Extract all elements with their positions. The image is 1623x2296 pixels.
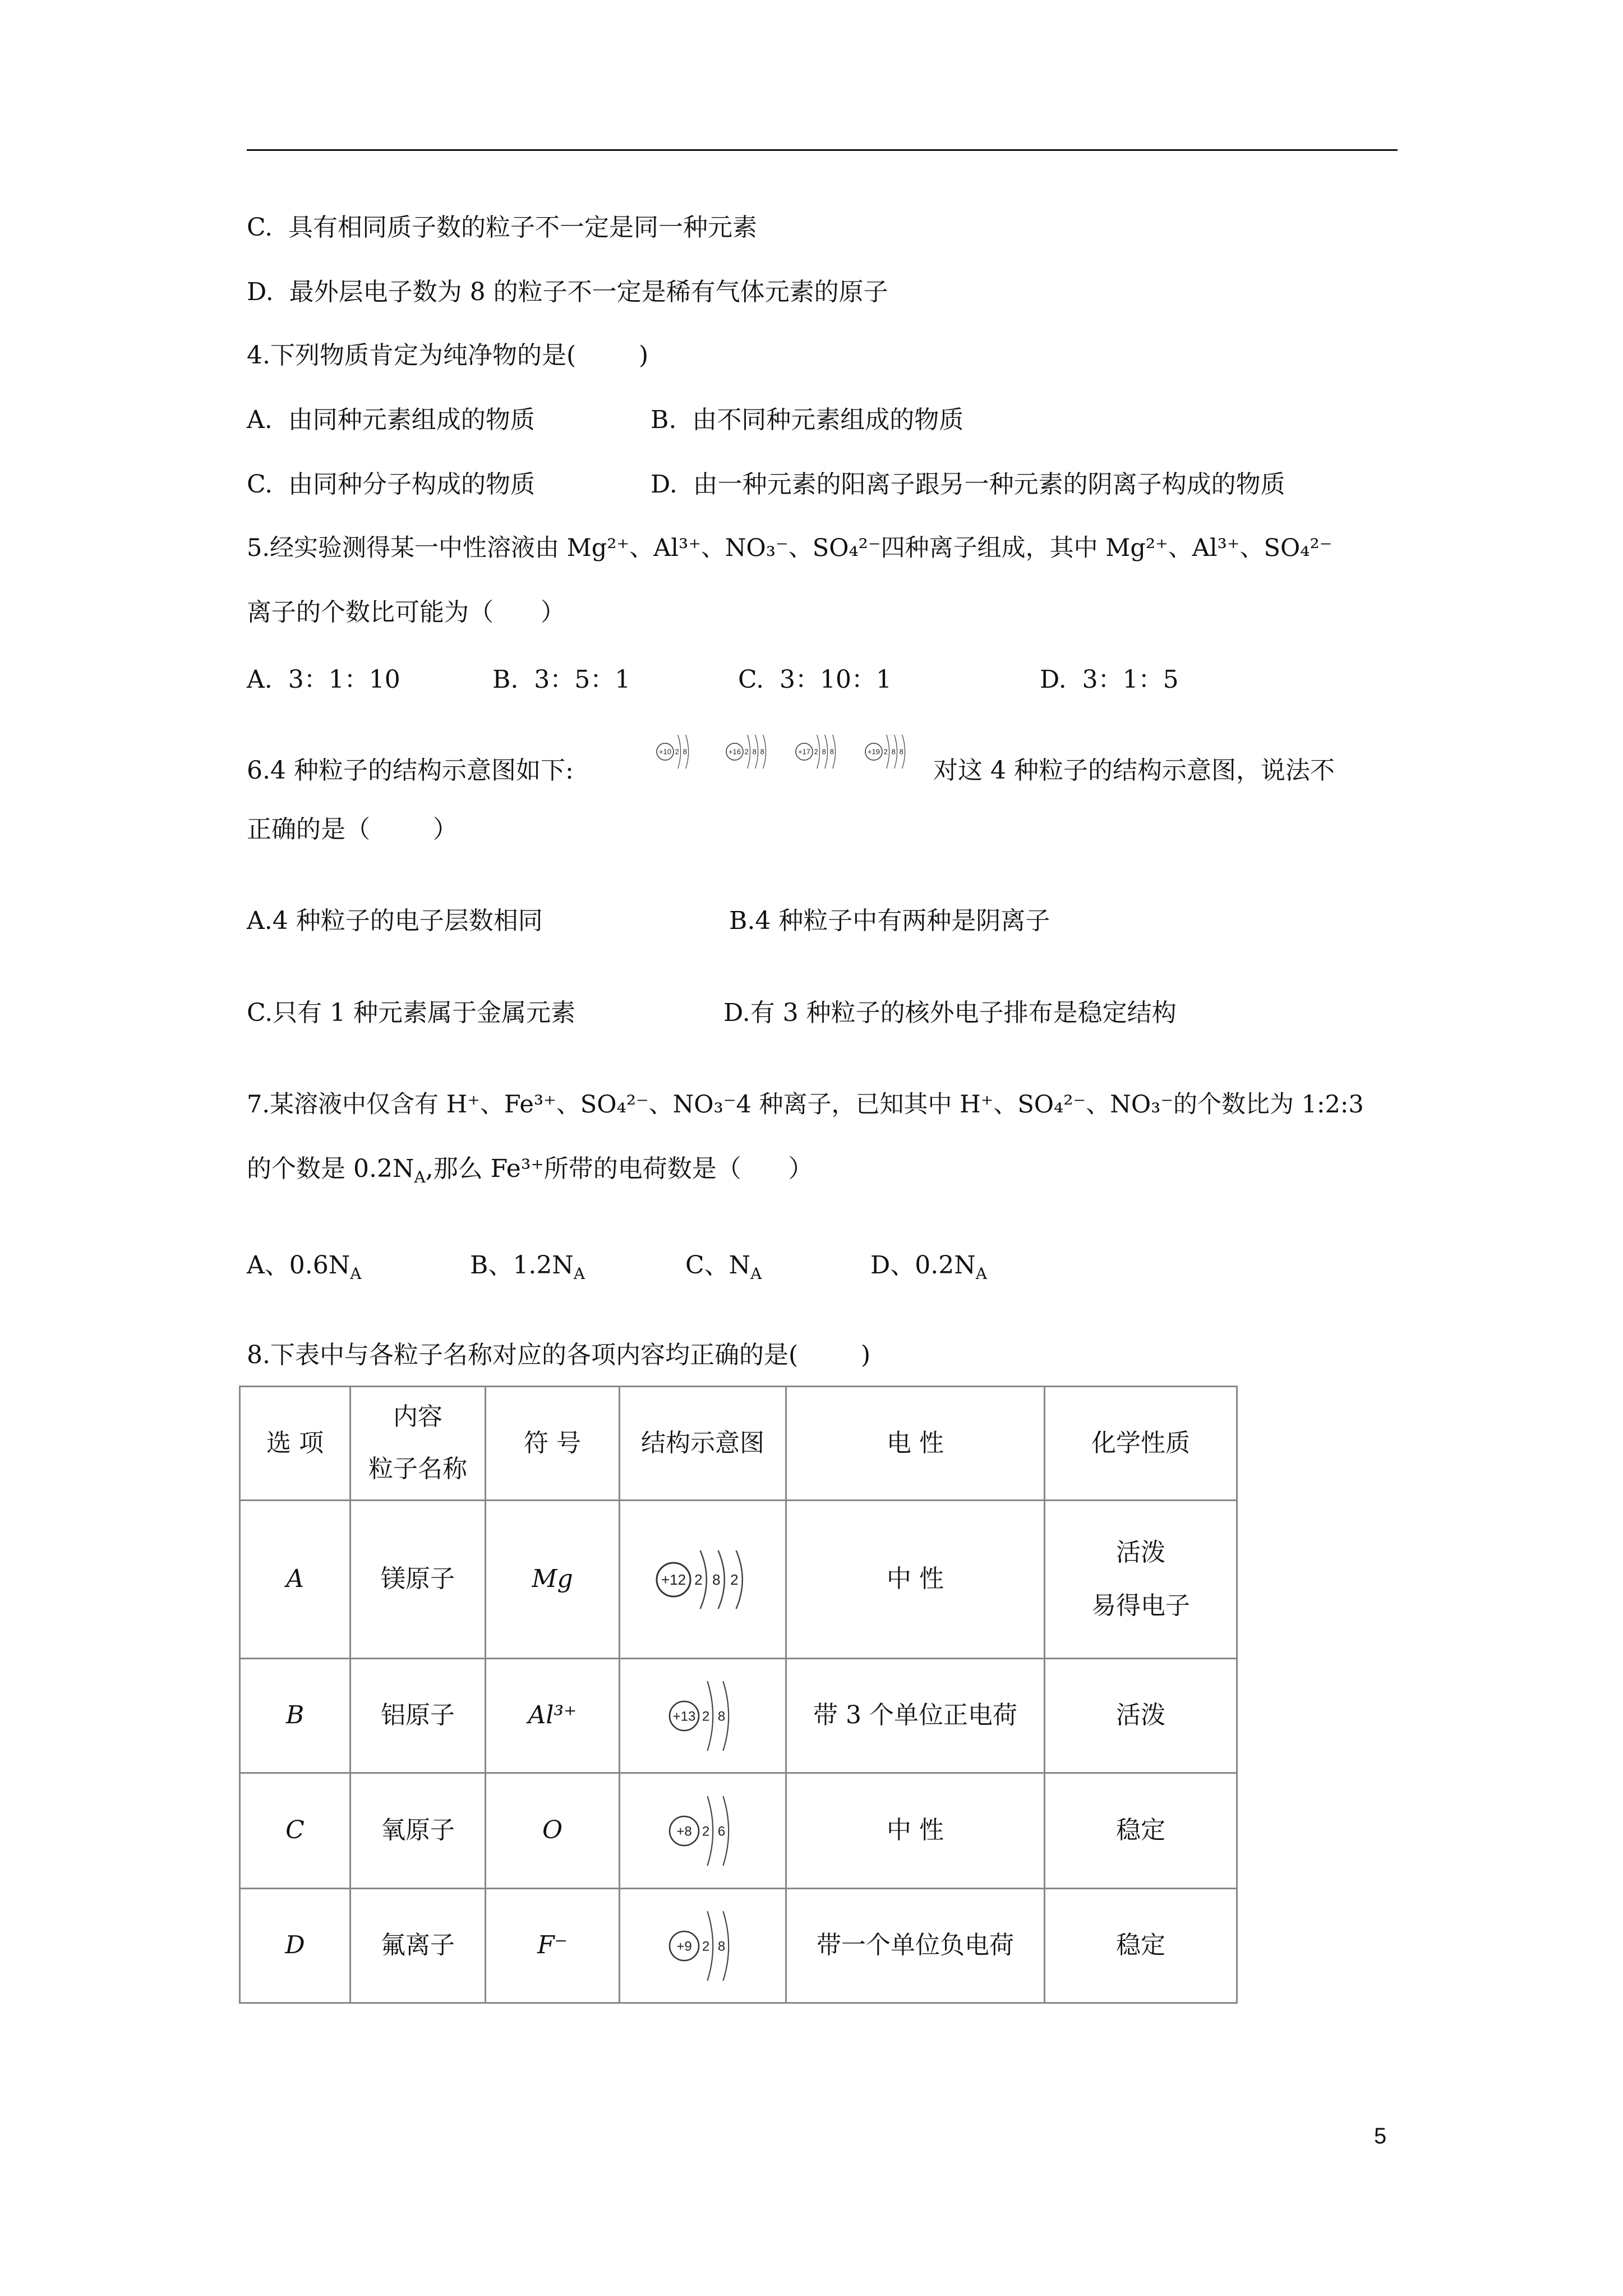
row-diagram (620, 1889, 786, 2003)
shell-electron-count: 8 (822, 747, 826, 756)
header-option: 选 项 (240, 1387, 351, 1501)
q3-option-d: D. 最外层电子数为 8 的粒子不一定是稀有气体元素的原子 (247, 278, 888, 306)
shell-electron-count: 8 (717, 1708, 726, 1724)
q4-option-a: A. 由同种元素组成的物质 (247, 406, 535, 434)
row-diagram (620, 1773, 786, 1889)
shell-electron-count: 8 (829, 747, 834, 756)
row-name: 铝原子 (351, 1659, 486, 1773)
table-row (240, 1889, 1237, 2003)
row-charge: 中 性 (786, 1501, 1045, 1659)
q7-stem-line1: 7.某溶液中仅含有 H⁺、Fe³⁺、SO₄²⁻、NO₃⁻4 种离子，已知其中 H⁺、SO₄²⁻、NO₃⁻的个数比为 1:2:3 (247, 1091, 1364, 1119)
row-option: C (240, 1773, 351, 1889)
structure-diagram (670, 1681, 728, 1751)
shell-electron-count: 8 (760, 747, 764, 756)
nucleus-label: +8 (676, 1823, 692, 1839)
q4-option-d: D. 由一种元素的阳离子跟另一种元素的阴离子构成的物质 (651, 470, 1285, 499)
q4-stem: 4.下列物质肯定为纯净物的是( ) (247, 341, 649, 370)
shell-electron-count: 2 (694, 1571, 703, 1588)
shell-electron-count: 2 (702, 1938, 710, 1954)
shell-electron-count: 6 (717, 1823, 726, 1839)
q5-stem-line1: 5.经实验测得某一中性溶液由 Mg²⁺、Al³⁺、NO₃⁻、SO₄²⁻四种离子组成，其中 Mg²⁺、Al³⁺、SO₄²⁻ (247, 534, 1332, 562)
q6-option-b: B.4 种粒子中有两种是阴离子 (729, 907, 1050, 935)
row-option: B (240, 1659, 351, 1773)
header-charge: 电 性 (786, 1387, 1045, 1501)
shell-electron-count: 2 (744, 747, 749, 756)
q5-option-d: D. 3：1：5 (1040, 665, 1179, 694)
nucleus-label: +16 (728, 747, 741, 756)
q3-option-c: C. 具有相同质子数的粒子不一定是同一种元素 (247, 213, 758, 242)
q7-stem-line2: 的个数是 $0.2N_A$,那么 Fe³⁺所带的电荷数是（ ） (247, 1154, 813, 1186)
q5-option-a: A. 3：1：10 (247, 665, 400, 694)
particle-table (239, 1386, 1238, 2004)
structure-diagram (670, 1911, 728, 1981)
q6-atom-diagram (657, 735, 689, 769)
nucleus-label: +10 (658, 747, 672, 756)
q6-atom-diagram (796, 735, 836, 769)
shell-electron-count: 2 (814, 747, 818, 756)
row-chem: 稳定 (1045, 1889, 1237, 2003)
q5-stem-line2: 离子的个数比可能为（ ） (247, 598, 565, 627)
row-chem: 稳定 (1045, 1773, 1237, 1889)
q8-stem: 8.下表中与各粒子名称对应的各项内容均正确的是( ) (247, 1341, 871, 1369)
shell-electron-count: 8 (712, 1571, 721, 1588)
q6-option-a: A.4 种粒子的电子层数相同 (247, 907, 543, 935)
q5-option-c: C. 3：10：1 (738, 665, 892, 694)
shell-electron-count: 8 (752, 747, 757, 756)
header-rule (247, 149, 1398, 151)
nucleus-label: +12 (661, 1571, 686, 1588)
q6-stem-line1a: 6.4 种粒子的结构示意图如下: (247, 756, 574, 785)
shell-electron-count: 8 (891, 747, 896, 756)
nucleus-label: +9 (676, 1938, 692, 1954)
shell-electron-count: 2 (702, 1823, 710, 1839)
row-symbol: O (486, 1773, 620, 1889)
structure-diagram (657, 1550, 743, 1609)
nucleus-label: +19 (867, 747, 880, 756)
q7-option-a: A、$0.6N_A$ (247, 1251, 362, 1283)
q6-option-d: D.有 3 种粒子的核外电子排布是稳定结构 (723, 999, 1177, 1027)
q6-stem-line2: 正确的是（ ） (247, 815, 458, 844)
table-header-row (240, 1387, 1237, 1501)
q7-option-c: C、$N_A$ (685, 1251, 762, 1283)
row-charge: 中 性 (786, 1773, 1045, 1889)
shell-electron-count: 2 (702, 1708, 710, 1724)
row-option: A (240, 1501, 351, 1659)
row-chem: 活泼 (1045, 1659, 1237, 1773)
row-symbol: Mg (486, 1501, 620, 1659)
q7-option-d: D、$0.2N_A$ (870, 1251, 987, 1283)
header-content: 内容 粒子名称 (351, 1387, 486, 1501)
q4-option-c: C. 由同种分子构成的物质 (247, 470, 536, 499)
shell-electron-count: 2 (675, 747, 679, 756)
header-diagram: 结构示意图 (620, 1387, 786, 1501)
row-symbol: Al³⁺ (486, 1659, 620, 1773)
row-symbol: F⁻ (486, 1889, 620, 2003)
q6-atom-diagram (865, 735, 905, 769)
q6-atom-diagram (726, 735, 766, 769)
structure-diagram (670, 1796, 728, 1866)
header-chem: 化学性质 (1045, 1387, 1237, 1501)
shell-electron-count: 8 (683, 747, 687, 756)
shell-electron-count: 8 (717, 1938, 726, 1954)
table-row (240, 1773, 1237, 1889)
q7-option-b: B、$1.2N_A$ (470, 1251, 585, 1283)
shell-electron-count: 2 (730, 1571, 739, 1588)
row-diagram (620, 1659, 786, 1773)
row-name: 氧原子 (351, 1773, 486, 1889)
table-row (240, 1659, 1237, 1773)
shell-electron-count: 2 (883, 747, 888, 756)
page-number: 5 (1374, 2124, 1387, 2148)
row-diagram (620, 1501, 786, 1659)
q5-option-b: B. 3：5：1 (492, 665, 631, 694)
row-option: D (240, 1889, 351, 2003)
row-name: 氟离子 (351, 1889, 486, 2003)
q6-structure-diagrams (649, 724, 924, 780)
shell-electron-count: 8 (899, 747, 903, 756)
q6-stem-line1b: 对这 4 种粒子的结构示意图，说法不 (933, 756, 1335, 785)
nucleus-label: +17 (797, 747, 811, 756)
q4-option-b: B. 由不同种元素组成的物质 (651, 406, 964, 434)
row-charge: 带 3 个单位正电荷 (786, 1659, 1045, 1773)
q6-option-c: C.只有 1 种元素属于金属元素 (247, 999, 576, 1027)
header-symbol: 符 号 (486, 1387, 620, 1501)
nucleus-label: +13 (672, 1708, 696, 1724)
row-charge: 带一个单位负电荷 (786, 1889, 1045, 2003)
row-chem: 活泼 易得电子 (1045, 1501, 1237, 1659)
table-row (240, 1501, 1237, 1659)
row-name: 镁原子 (351, 1501, 486, 1659)
